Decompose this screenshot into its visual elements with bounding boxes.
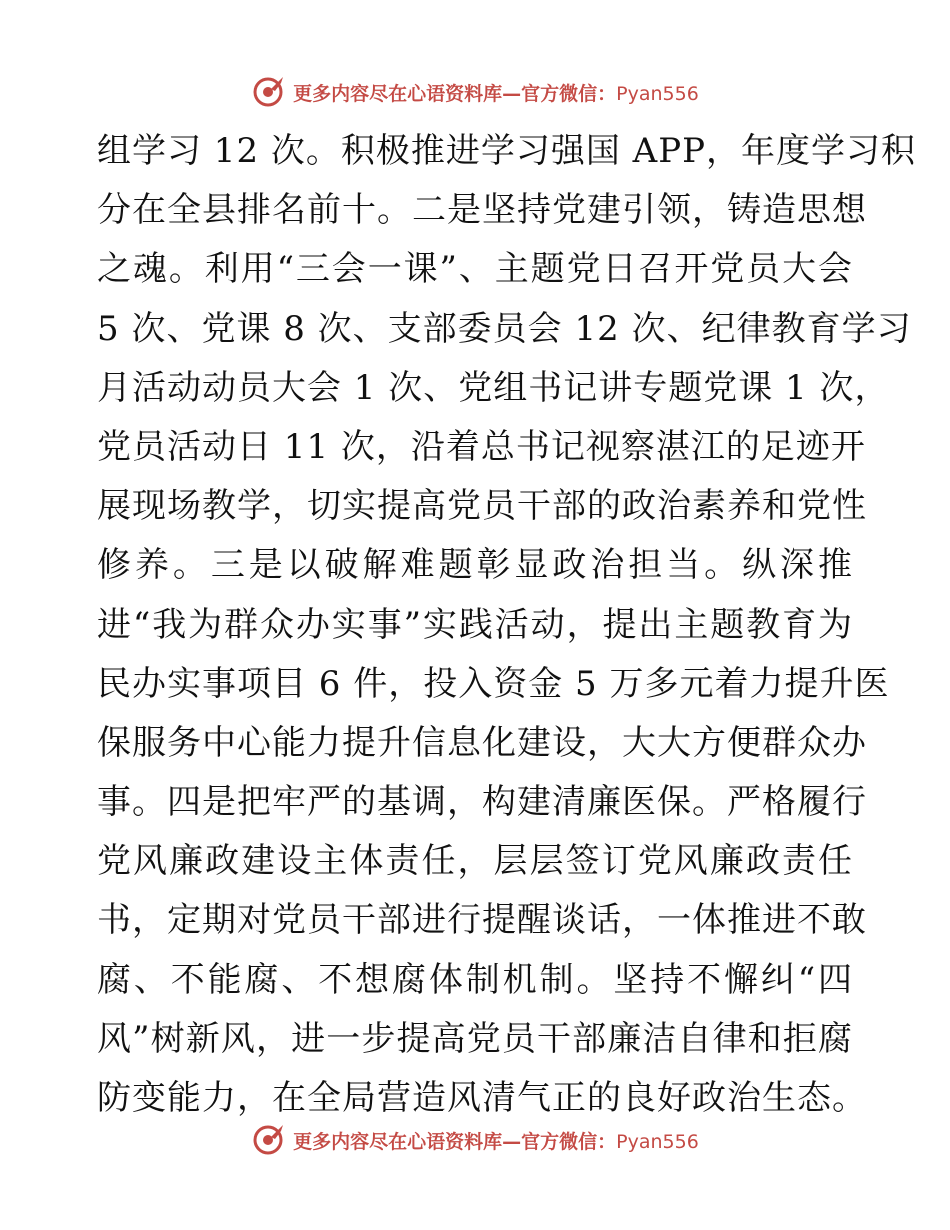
quill-logo-icon <box>251 75 285 109</box>
watermark-handle: Pyan556 <box>616 82 699 105</box>
watermark-text: 更多内容尽在心语资料库—官方微信：Pyan556 <box>293 82 699 105</box>
body-line: 党风廉政建设主体责任，层层签订党风廉政责任 <box>97 841 853 882</box>
body-line: 防变能力，在全局营造风清气正的良好政治生态。 <box>97 1078 867 1118</box>
body-line: 展现场教学，切实提高党员干部的政治素养和党性 <box>97 486 867 527</box>
body-line: 风”树新风，进一步提高党员干部廉洁自律和拒腐 <box>97 1018 853 1059</box>
body-line: 修养。三是以破解难题彰显政治担当。纵深推 <box>97 545 853 586</box>
body-line: 5 次、党课 8 次、支部委员会 12 次、纪律教育学习 <box>97 308 912 349</box>
body-line: 民办实事项目 6 件，投入资金 5 万多元着力提升医 <box>97 663 890 704</box>
watermark-header <box>0 72 950 112</box>
watermark-handle: Pyan556 <box>616 1130 699 1153</box>
body-line: 月活动动员大会 1 次、党组书记讲专题党课 1 次， <box>97 367 890 408</box>
body-line: 腐、不能腐、不想腐体制机制。坚持不懈纠“四 <box>97 959 853 1000</box>
body-line: 组学习 12 次。积极推进学习强国 APP，年度学习积 <box>97 131 916 171</box>
watermark-footer <box>0 1120 950 1160</box>
body-line: 党员活动日 11 次，沿着总书记视察湛江的足迹开 <box>97 426 866 467</box>
document-body <box>97 122 916 1128</box>
watermark-text: 更多内容尽在心语资料库—官方微信：Pyan556 <box>293 1130 699 1153</box>
body-line: 分在全县排名前十。二是坚持党建引领，铸造思想 <box>97 190 867 231</box>
body-line: 事。四是把牢严的基调，构建清廉医保。严格履行 <box>97 782 867 823</box>
body-line: 书，定期对党员干部进行提醒谈话，一体推进不敢 <box>97 900 867 941</box>
body-line: 保服务中心能力提升信息化建设，大大方便群众办 <box>97 722 867 763</box>
body-line: 进“我为群众办实事”实践活动，提出主题教育为 <box>97 604 853 645</box>
body-line: 之魂。利用“三会一课”、主题党日召开党员大会 <box>97 249 853 290</box>
quill-logo-icon <box>251 1123 285 1157</box>
